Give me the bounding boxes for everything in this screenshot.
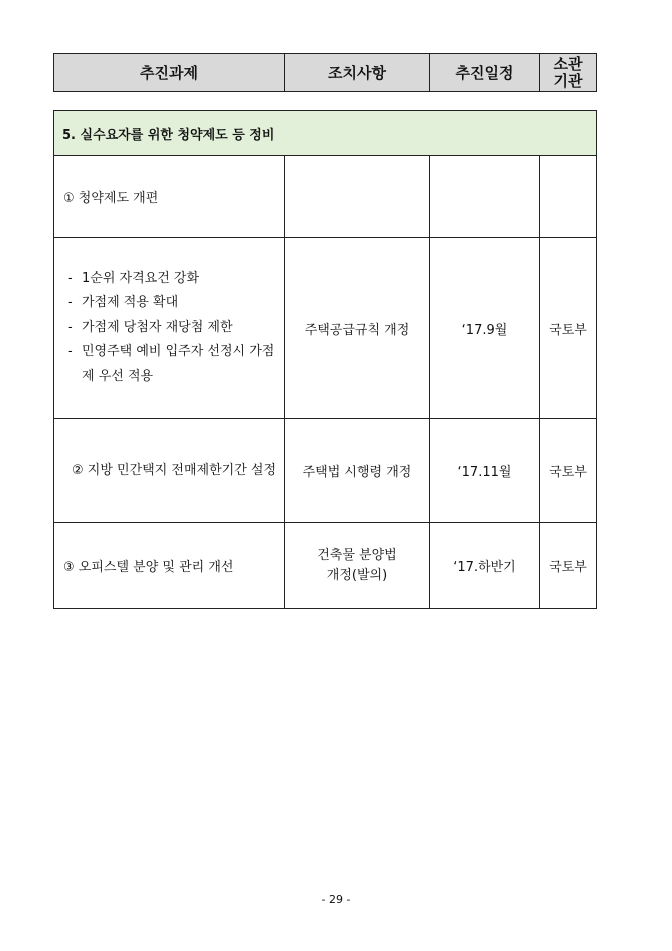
schedule-cell [430,156,540,238]
sub-item: - 가점제 적용 확대 [68,291,284,316]
sub-item: - 민영주택 예비 입주자 선정시 가점제 우선 적용 [68,340,284,389]
agency-cell [540,156,597,238]
sub-item: - 1순위 자격요건 강화 [68,267,284,292]
header-agency-line1: 소관 [553,54,583,73]
table-row [54,419,597,523]
agency-cell: 국토부 [540,419,597,523]
action-cell: 주택법 시행령 개정 [285,419,430,523]
schedule-cell: ‘17.11월 [430,419,540,523]
header-agency [540,54,597,92]
task-cell [54,238,285,419]
sub-item-list [54,267,284,390]
action-cell [285,523,430,609]
schedule-cell: ‘17.하반기 [430,523,540,609]
section-title: 5. 실수요자를 위한 청약제도 등 정비 [54,111,597,156]
header-task: 추진과제 [54,54,285,92]
task-cell: ③ 오피스텔 분양 및 관리 개선 [54,523,285,609]
action-line1: 건축물 분양법 [317,547,397,563]
table-row [54,238,597,419]
header-agency-line2: 기관 [553,71,583,90]
task-cell [54,419,285,523]
table-row [54,156,597,238]
action-cell: 주택공급규칙 개정 [285,238,430,419]
task-text: ② 지방 민간택지 전매제한기간 설정 [72,462,276,478]
action-line2: 개정(발의) [326,567,388,583]
sub-item: - 가점제 당첨자 재당첨 제한 [68,316,284,341]
schedule-cell: ‘17.9월 [430,238,540,419]
header-action: 조치사항 [285,54,430,92]
table-row [54,523,597,609]
section-row [54,111,597,156]
agency-cell: 국토부 [540,238,597,419]
header-row [54,54,597,92]
agency-cell: 국토부 [540,523,597,609]
page-number: - 29 - [321,893,351,906]
header-table [53,53,597,92]
header-schedule: 추진일정 [430,54,540,92]
action-cell [285,156,430,238]
body-table [53,110,597,609]
task-cell: ① 청약제도 개편 [54,156,285,238]
